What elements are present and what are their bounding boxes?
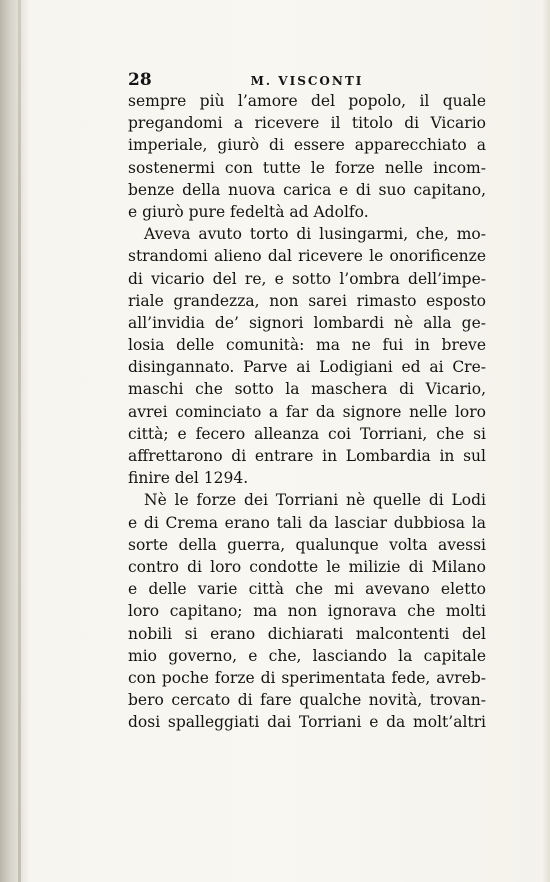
text-line: sostenermi con tutte le forze nelle incom-: [128, 158, 486, 177]
text-line: con poche forze di sperimentata fede, avreb-: [128, 668, 486, 687]
text-line: finire del 1294.: [128, 469, 249, 488]
page-header: [128, 70, 486, 92]
text-line: di vicario del re, e sotto l’ombra dell’impe-: [128, 269, 486, 288]
text-line: dosi spalleggiati dai Torriani e da molt’altri: [128, 713, 486, 732]
text-line: maschi che sotto la maschera di Vicario,: [128, 380, 486, 399]
text-line: e giurò pure fedeltà ad Adolfo.: [128, 202, 369, 221]
text-line: strandomi alieno dal ricevere le onorificenze: [128, 247, 486, 266]
text-line: mio governo, e che, lasciando la capitale: [128, 646, 486, 665]
text-line: Aveva avuto torto di lusingarmi, che, mo-: [144, 225, 486, 244]
text-line: riale grandezza, non sarei rimasto esposto: [128, 291, 486, 310]
text-line: losia delle comunità: ma ne fui in breve: [128, 336, 486, 355]
text-line: benze della nuova carica e di suo capitano,: [128, 180, 486, 199]
text-line: sorte della guerra, qualunque volta avessi: [128, 535, 486, 554]
text-line: affrettarono di entrare in Lombardia in sul: [128, 447, 486, 465]
spine-line: [18, 0, 21, 882]
body-text: [128, 90, 486, 733]
spine-shadow: [0, 0, 30, 882]
text-line: e delle varie città che mi avevano eletto: [128, 580, 486, 599]
text-line: imperiale, giurò di essere apparecchiato a: [128, 136, 486, 155]
text-line: sempre più l’amore del popolo, il quale: [128, 92, 486, 110]
text-line: loro capitano; ma non ignorava che molti: [128, 602, 486, 621]
text-line: avrei cominciato a far da signore nelle loro: [128, 402, 486, 421]
text-line: all’invidia de’ signori lombardi nè alla ge-: [128, 313, 486, 332]
text-line: pregandomi a ricevere il titolo di Vicario: [128, 114, 486, 133]
text-line: Nè le forze dei Torriani nè quelle di Lodi: [144, 491, 486, 510]
text-line: nobili si erano dichiarati malcontenti del: [128, 624, 486, 643]
text-line: contro di loro condotte le milizie di Milano: [128, 557, 486, 576]
text-line: città; e fecero alleanza coi Torriani, che si: [128, 424, 486, 443]
running-head: M. VISCONTI: [250, 74, 364, 88]
page-edge: [542, 0, 550, 882]
text-line: e di Crema erano tali da lasciar dubbiosa la: [128, 513, 486, 532]
text-line: bero cercato di fare qualche novità, trovan-: [128, 691, 486, 710]
text-line: disingannato. Parve ai Lodigiani ed ai Cre-: [128, 358, 486, 377]
page-number: 28: [128, 70, 152, 90]
